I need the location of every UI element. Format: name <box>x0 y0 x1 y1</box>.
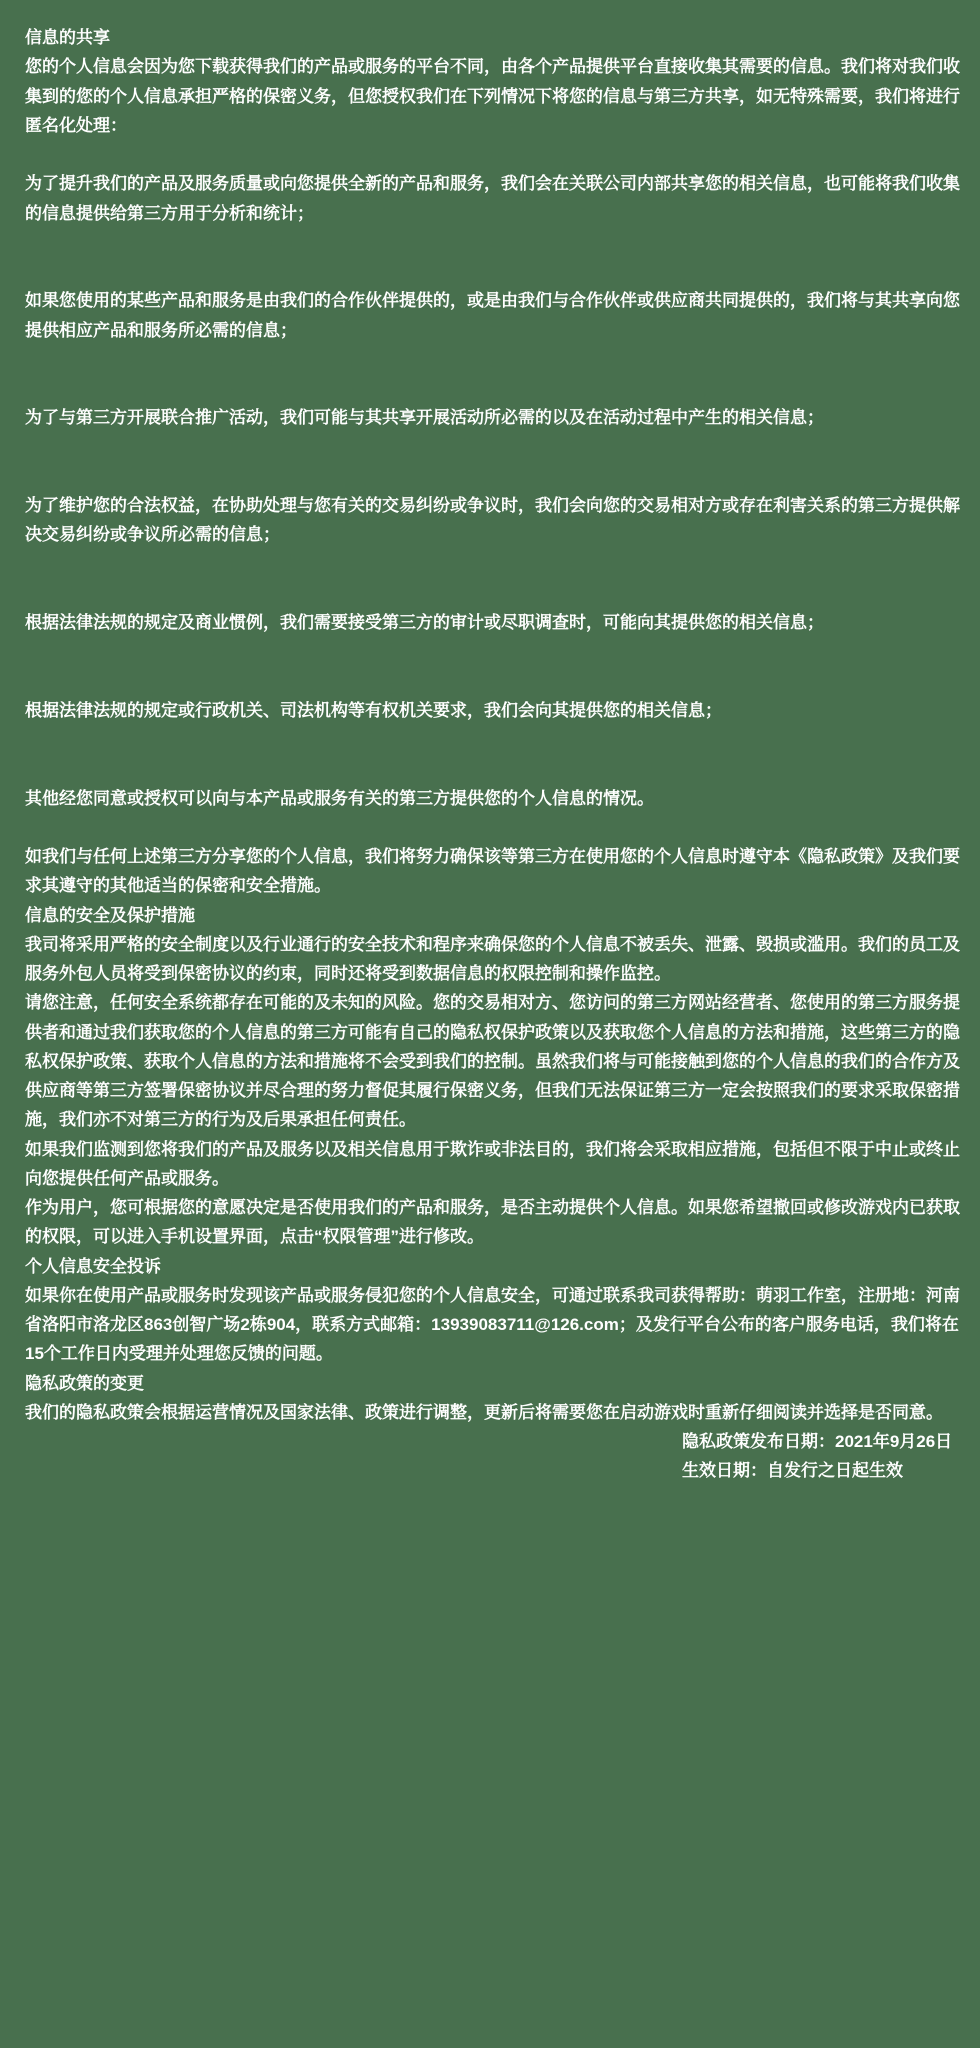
blank-line <box>25 462 966 491</box>
blank-line <box>25 228 966 257</box>
policy-text-line: 如果我们监测到您将我们的产品及服务以及相关信息用于欺诈或非法目的，我们将会采取相应措施，包括但不限于中止或终止 <box>25 1139 960 1159</box>
blank-line <box>25 579 966 608</box>
blank-line <box>25 667 966 696</box>
policy-text-line: 服务外包人员将受到保密协议的约束，同时还将受到数据信息的权限控制和操作监控。 <box>25 964 671 983</box>
policy-text-line: 其他经您同意或授权可以向与本产品或服务有关的第三方提供您的个人信息的情况。 <box>25 788 654 808</box>
section-heading: 信息的安全及保护措施 <box>25 905 195 925</box>
policy-text-line: 求其遵守的其他适当的保密和安全措施。 <box>25 876 331 896</box>
blank-line <box>25 754 966 783</box>
policy-text-line: 为了与第三方开展联合推广活动，我们可能与其共享开展活动所必需的以及在活动过程中产生的相关信息； <box>25 408 824 428</box>
section-heading: 隐私政策的变更 <box>25 1373 144 1393</box>
policy-text-line: 匿名化处理： <box>25 115 127 135</box>
policy-text-line: 省洛阳市洛龙区863创智广场2栋904，联系方式邮箱：13939083711@126.com；及发行平台公布的客户服务电话，我们将在 <box>25 1315 959 1334</box>
blank-line <box>25 550 966 579</box>
policy-text-line: 决交易纠纷或争议所必需的信息； <box>25 525 280 545</box>
section-heading: 信息的共享 <box>25 28 110 47</box>
policy-text-line: 请您注意，任何安全系统都存在可能的及未知的风险。您的交易相对方、您访问的第三方网站经营者、您使用的第三方服务提 <box>25 993 960 1013</box>
policy-text-line: 根据法律法规的规定及商业惯例，我们需要接受第三方的审计或尽职调查时，可能向其提供您的相关信息； <box>25 613 824 632</box>
policy-text-line: 15个工作日内受理并处理您反馈的问题。 <box>25 1344 333 1364</box>
policy-text-line: 私权保护政策、获取个人信息的方法和措施将不会受到我们的控制。虽然我们将与可能接触到您的个人信息的我们的合作方及 <box>25 1051 960 1071</box>
policy-text-line: 根据法律法规的规定或行政机关、司法机构等有权机关要求，我们会向其提供您的相关信息； <box>25 700 722 720</box>
policy-text-line: 我们的隐私政策会根据运营情况及国家法律、政策进行调整，更新后将需要您在启动游戏时重新仔细阅读并选择是否同意。 <box>25 1402 943 1422</box>
blank-line <box>25 345 966 374</box>
blank-line <box>25 257 966 286</box>
blank-line <box>25 813 966 842</box>
policy-text-line: 提供相应产品和服务所必需的信息； <box>25 320 297 340</box>
policy-text-line: 的信息提供给第三方用于分析和统计； <box>25 203 314 223</box>
policy-text-line: 为了维护您的合法权益，在协助处理与您有关的交易纠纷或争议时，我们会向您的交易相对方或存在利害关系的第三方提供解 <box>25 496 960 515</box>
policy-text-line: 施，我们亦不对第三方的行为及后果承担任何责任。 <box>25 1110 416 1130</box>
policy-text-line: 的权限，可以进入手机设置界面，点击“权限管理”进行修改。 <box>25 1227 484 1247</box>
blank-line <box>25 374 966 403</box>
blank-line <box>25 725 966 754</box>
blank-line <box>25 637 966 666</box>
policy-text-line: 如我们与任何上述第三方分享您的个人信息，我们将努力确保该等第三方在使用您的个人信息时遵守本《隐私政策》及我们要 <box>25 847 960 866</box>
policy-text-line: 作为用户，您可根据您的意愿决定是否使用我们的产品和服务，是否主动提供个人信息。如果您希望撤回或修改游戏内已获取 <box>25 1198 960 1217</box>
policy-text-line: 向您提供任何产品或服务。 <box>25 1168 229 1188</box>
policy-text-line: 您的个人信息会因为您下载获得我们的产品或服务的平台不同，由各个产品提供平台直接收集其需要的信息。我们将对我们收 <box>25 57 960 77</box>
policy-text-line: 为了提升我们的产品及服务质量或向您提供全新的产品和服务，我们会在关联公司内部共享您的相关信息，也可能将我们收集 <box>25 174 960 194</box>
policy-meta-line: 生效日期：自发行之日起生效 <box>682 1461 903 1481</box>
section-heading: 个人信息安全投诉 <box>25 1256 161 1276</box>
blank-line <box>25 433 966 462</box>
policy-text-line: 供应商等第三方签署保密协议并尽合理的努力督促其履行保密义务，但我们无法保证第三方一定会按照我们的要求采取保密措 <box>25 1081 960 1100</box>
policy-meta-line: 隐私政策发布日期：2021年9月26日 <box>682 1432 953 1451</box>
blank-line <box>25 140 966 169</box>
policy-text-line: 我司将采用严格的安全制度以及行业通行的安全技术和程序来确保您的个人信息不被丢失、泄露、毁损或滥用。我们的员工及 <box>25 934 960 954</box>
policy-text-line: 集到的您的个人信息承担严格的保密义务，但您授权我们在下列情况下将您的信息与第三方共享，如无特殊需要，我们将进行 <box>25 86 960 106</box>
policy-text-line: 供者和通过我们获取您的个人信息的第三方可能有自己的隐私权保护政策以及获取您个人信息的方法和措施，这些第三方的隐 <box>25 1022 960 1042</box>
policy-text-line: 如果您使用的某些产品和服务是由我们的合作伙伴提供的，或是由我们与合作伙伴或供应商共同提供的，我们将与其共享向您 <box>25 291 960 311</box>
policy-text-line: 如果你在使用产品或服务时发现该产品或服务侵犯您的个人信息安全，可通过联系我司获得帮助：萌羽工作室，注册地：河南 <box>25 1285 960 1305</box>
